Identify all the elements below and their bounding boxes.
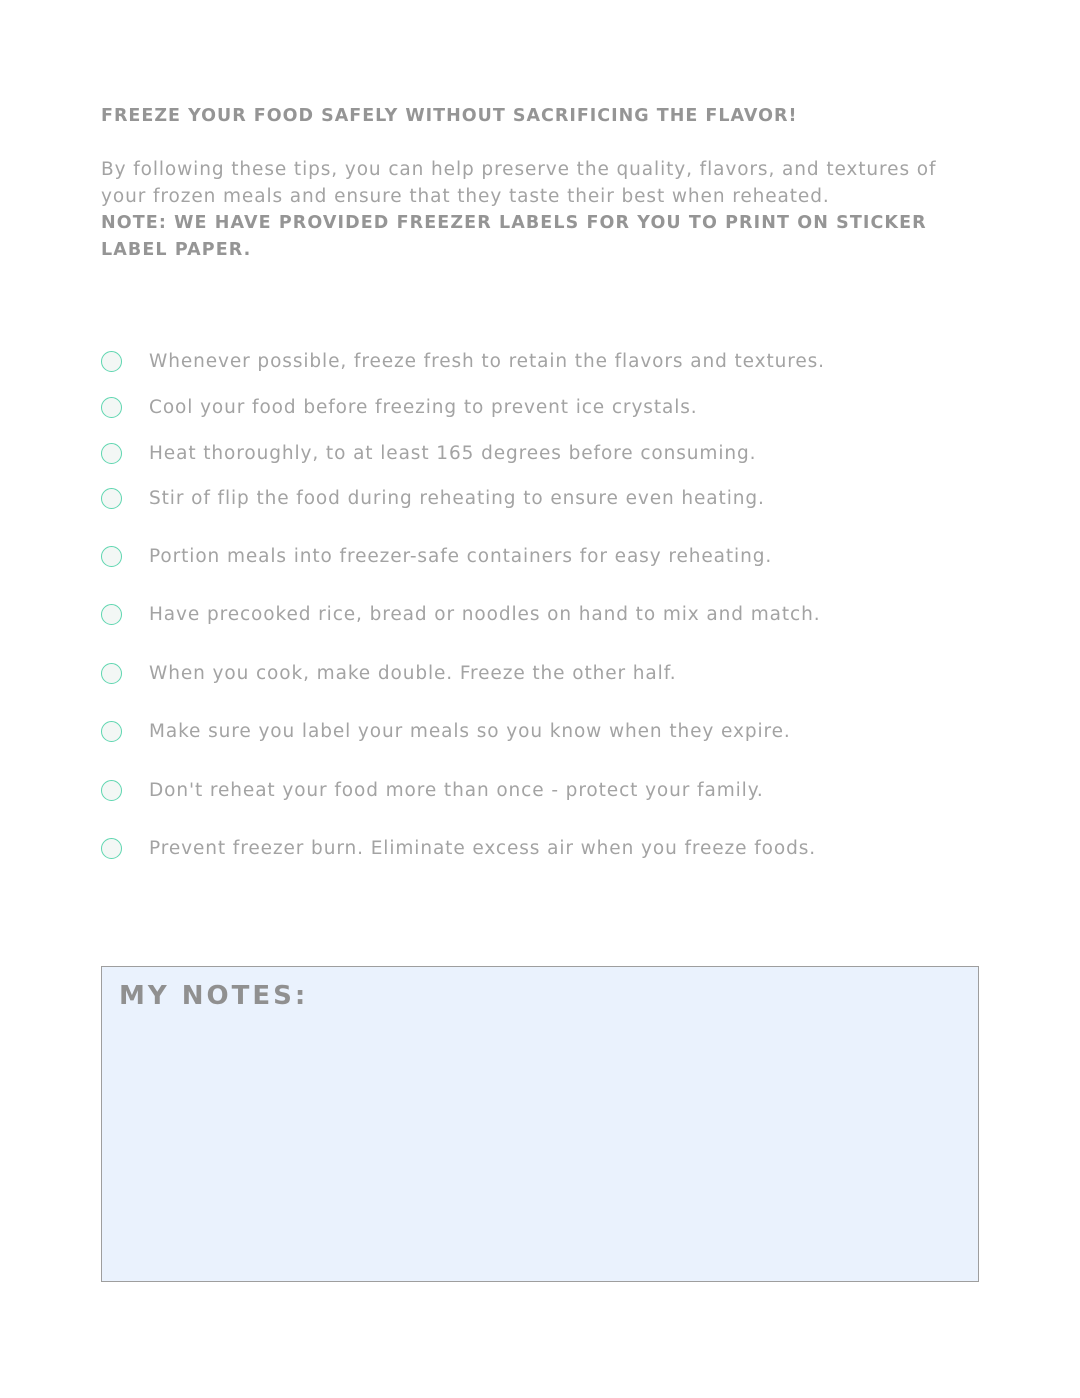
tip-text: Cool your food before freezing to prevent ice crystals. — [149, 396, 698, 418]
tip-text: Don't reheat your food more than once - protect your family. — [149, 779, 764, 801]
notes-input[interactable] — [119, 1027, 961, 1267]
tip-item[interactable] — [101, 393, 981, 421]
tip-text: Portion meals into freezer-safe containers for easy reheating. — [149, 545, 773, 567]
checkbox-circle-icon[interactable] — [101, 663, 122, 684]
intro-text: By following these tips, you can help preserve the quality, flavors, and textures of your frozen meals and ensure that they taste their best when reheated. — [101, 159, 937, 207]
tip-item[interactable] — [101, 834, 981, 862]
checkbox-circle-icon[interactable] — [101, 351, 122, 372]
intro-section — [101, 156, 986, 264]
freezer-label-note: NOTE: WE HAVE PROVIDED FREEZER LABELS FOR YOU TO PRINT ON STICKER LABEL PAPER. — [101, 213, 927, 260]
tip-item[interactable] — [101, 717, 981, 745]
tip-item[interactable] — [101, 347, 981, 375]
checkbox-circle-icon[interactable] — [101, 546, 122, 567]
tip-text: Make sure you label your meals so you know when they expire. — [149, 720, 791, 742]
tip-text: Prevent freezer burn. Eliminate excess air when you freeze foods. — [149, 837, 817, 859]
checkbox-circle-icon[interactable] — [101, 443, 122, 464]
checkbox-circle-icon[interactable] — [101, 604, 122, 625]
tip-item[interactable] — [101, 484, 981, 512]
notes-box — [101, 966, 979, 1282]
checkbox-circle-icon[interactable] — [101, 721, 122, 742]
tip-item[interactable] — [101, 439, 981, 467]
tip-text: Whenever possible, freeze fresh to retain the flavors and textures. — [149, 350, 825, 372]
tip-text: Heat thoroughly, to at least 165 degrees before consuming. — [149, 442, 757, 464]
checkbox-circle-icon[interactable] — [101, 397, 122, 418]
checkbox-circle-icon[interactable] — [101, 838, 122, 859]
tip-item[interactable] — [101, 659, 981, 687]
tip-text: Have precooked rice, bread or noodles on hand to mix and match. — [149, 603, 821, 625]
tip-text: When you cook, make double. Freeze the other half. — [149, 662, 677, 684]
checkbox-circle-icon[interactable] — [101, 488, 122, 509]
tip-text: Stir of flip the food during reheating to ensure even heating. — [149, 487, 765, 509]
page-title: FREEZE YOUR FOOD SAFELY WITHOUT SACRIFICING THE FLAVOR! — [101, 106, 798, 126]
tip-item[interactable] — [101, 600, 981, 628]
notes-title: MY NOTES: — [119, 981, 309, 1011]
checkbox-circle-icon[interactable] — [101, 780, 122, 801]
tip-item[interactable] — [101, 542, 981, 570]
tip-item[interactable] — [101, 776, 981, 804]
